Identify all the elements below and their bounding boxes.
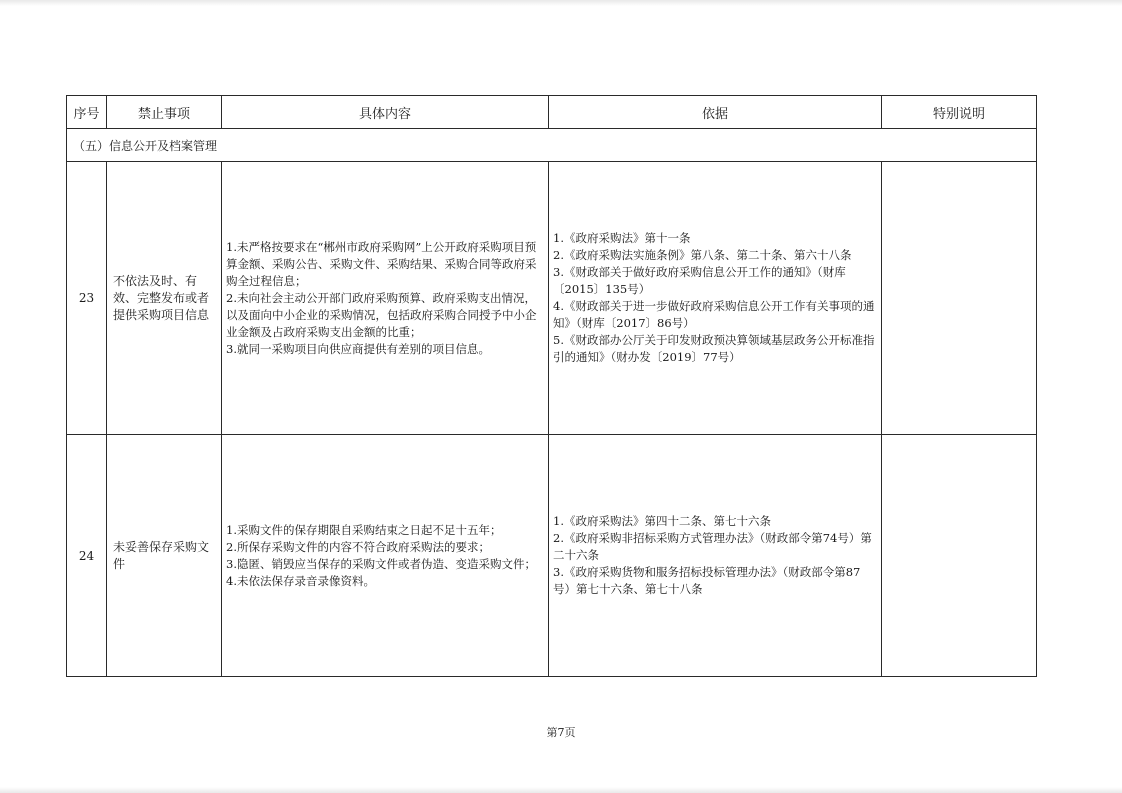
scan-edge-bottom xyxy=(0,787,1122,793)
content-item: 1.未严格按要求在“郴州市政府采购网”上公开政府采购项目预算金额、采购公告、采购文件、采购结果、采购合同等政府采购全过程信息； xyxy=(226,239,537,288)
content-item: 4.未依法保存录音录像资料。 xyxy=(226,573,375,588)
row-basis xyxy=(549,162,882,435)
row-content xyxy=(222,435,549,677)
row-special xyxy=(882,435,1037,677)
basis-item: 2.《政府采购法实施条例》第八条、第二十条、第六十八条 xyxy=(553,248,852,262)
header-prohibited: 禁止事项 xyxy=(107,96,222,129)
basis-item: 1.《政府采购法》第十一条 xyxy=(553,231,691,245)
basis-item: 3.《财政部关于做好政府采购信息公开工作的通知》（财库〔2015〕135号） xyxy=(553,265,846,296)
basis-item: 1.《政府采购法》第四十二条、第七十六条 xyxy=(553,514,771,528)
content-item: 3.就同一采购项目向供应商提供有差别的项目信息。 xyxy=(226,341,490,356)
content-item: 2.未向社会主动公开部门政府采购预算、政府采购支出情况，以及面向中小企业的采购情况，包括政府采购合同授予中小企业金额及占政府采购支出金额的比重； xyxy=(226,290,537,339)
header-basis: 依据 xyxy=(549,96,882,129)
row-seq: 23 xyxy=(67,162,107,435)
header-seq: 序号 xyxy=(67,96,107,129)
section-title: （五）信息公开及档案管理 xyxy=(67,129,1037,162)
section-row xyxy=(67,129,1037,162)
content-item: 2.所保存采购文件的内容不符合政府采购法的要求； xyxy=(226,539,490,554)
row-special xyxy=(882,162,1037,435)
header-special: 特别说明 xyxy=(882,96,1037,129)
page-number: 第7页 xyxy=(546,726,576,739)
row-prohibited: 不依法及时、有效、完整发布或者提供采购项目信息 xyxy=(107,162,222,435)
content-item: 1.采购文件的保存期限自采购结束之日起不足十五年； xyxy=(226,522,502,537)
row-seq: 24 xyxy=(67,435,107,677)
table-row xyxy=(67,162,1037,435)
basis-item: 2.《政府采购非招标采购方式管理办法》（财政部令第74号）第二十六条 xyxy=(553,531,872,562)
table-header-row xyxy=(67,96,1037,129)
basis-item: 3.《政府采购货物和服务招标投标管理办法》（财政部令第87号）第七十六条、第七十八条 xyxy=(553,565,861,596)
scan-edge-top xyxy=(0,0,1122,6)
header-content: 具体内容 xyxy=(222,96,549,129)
regulation-table xyxy=(66,95,1037,677)
row-prohibited: 未妥善保存采购文件 xyxy=(107,435,222,677)
basis-item: 5.《财政部办公厅关于印发财政预决算领域基层政务公开标准指引的通知》（财办发〔2019〕77号） xyxy=(553,333,875,364)
row-content xyxy=(222,162,549,435)
row-basis xyxy=(549,435,882,677)
content-item: 3.隐匿、销毁应当保存的采购文件或者伪造、变造采购文件； xyxy=(226,556,536,571)
table-row xyxy=(67,435,1037,677)
basis-item: 4.《财政部关于进一步做好政府采购信息公开工作有关事项的通知》（财库〔2017〕86号） xyxy=(553,299,875,330)
